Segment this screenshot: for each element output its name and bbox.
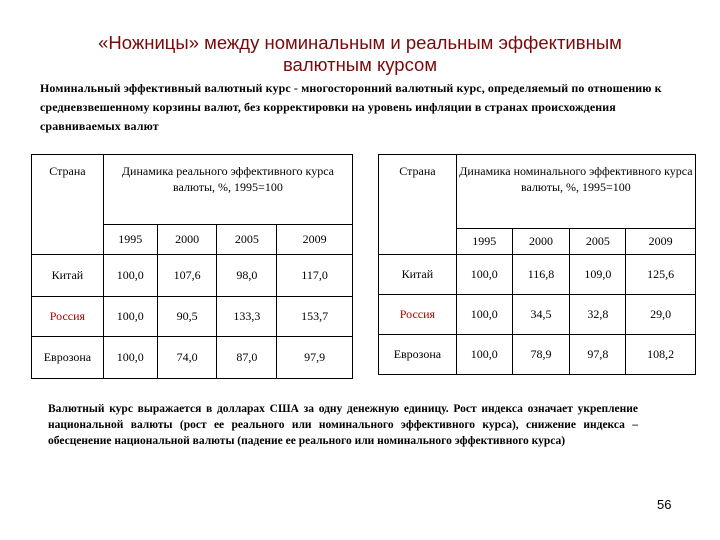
table-cell: 100,0 <box>103 255 157 297</box>
page-number: 56 <box>657 497 672 512</box>
year-header: 2009 <box>277 225 353 255</box>
table-cell: 97,9 <box>277 337 353 379</box>
table-cell: 100,0 <box>456 335 512 375</box>
table-cell: 90,5 <box>157 297 217 337</box>
table-cell: 133,3 <box>217 297 277 337</box>
table-row <box>379 335 696 375</box>
year-header: 2000 <box>157 225 217 255</box>
country-header: Страна <box>379 155 457 255</box>
country-name: Россия <box>32 297 104 337</box>
table-cell: 100,0 <box>103 297 157 337</box>
table-row <box>32 297 353 337</box>
nominal-rate-table <box>378 154 696 375</box>
table-cell: 78,9 <box>512 335 570 375</box>
table-cell: 32,8 <box>570 295 626 335</box>
table-row <box>32 255 353 297</box>
real-rate-table <box>31 154 353 379</box>
table-cell: 153,7 <box>277 297 353 337</box>
slide-title <box>0 32 720 76</box>
country-name: Россия <box>379 295 457 335</box>
table-cell: 74,0 <box>157 337 217 379</box>
table-cell: 98,0 <box>217 255 277 297</box>
table-cell: 87,0 <box>217 337 277 379</box>
index-header: Динамика номинального эффективного курса валюты, %, 1995=100 <box>456 155 695 229</box>
table-cell: 116,8 <box>512 255 570 295</box>
year-header: 1995 <box>103 225 157 255</box>
footnote: Валютный курс выражается в долларах США за одну денежную единицу. Рост индекса означает укрепление национальной валюты (рост ее реального или номинального эффективного курса), снижение индекса – обесценение национальной валюты (падение ее реального или номинального эффективного курса) <box>48 403 638 447</box>
country-name: Еврозона <box>32 337 104 379</box>
year-header: 2005 <box>570 229 626 255</box>
table-cell: 108,2 <box>626 335 696 375</box>
table-cell: 107,6 <box>157 255 217 297</box>
country-name: Китай <box>379 255 457 295</box>
intro-definition: Номинальный эффективный валютный курс - многосторонний валютный курс, определяемый по отношению к средневзвешенному корзины валют, без корректировки на уровень инфляции в странах происхождения сравниваемых валют <box>40 81 662 133</box>
country-header: Страна <box>32 155 104 255</box>
table-cell: 34,5 <box>512 295 570 335</box>
table-cell: 125,6 <box>626 255 696 295</box>
country-name: Китай <box>32 255 104 297</box>
table-cell: 97,8 <box>570 335 626 375</box>
table-row <box>379 295 696 335</box>
table-row <box>379 255 696 295</box>
slide-title-line-2: валютным курсом <box>282 54 438 75</box>
year-header: 2000 <box>512 229 570 255</box>
year-header: 1995 <box>456 229 512 255</box>
table-row <box>32 337 353 379</box>
table-cell: 29,0 <box>626 295 696 335</box>
index-header: Динамика реального эффективного курса валюты, %, 1995=100 <box>103 155 352 225</box>
table-cell: 117,0 <box>277 255 353 297</box>
table-cell: 100,0 <box>456 295 512 335</box>
country-name: Еврозона <box>379 335 457 375</box>
slide-title-line-1: «Ножницы» между номинальным и реальным эффективным <box>98 32 622 53</box>
table-cell: 109,0 <box>570 255 626 295</box>
year-header: 2005 <box>217 225 277 255</box>
year-header: 2009 <box>626 229 696 255</box>
table-cell: 100,0 <box>103 337 157 379</box>
table-cell: 100,0 <box>456 255 512 295</box>
